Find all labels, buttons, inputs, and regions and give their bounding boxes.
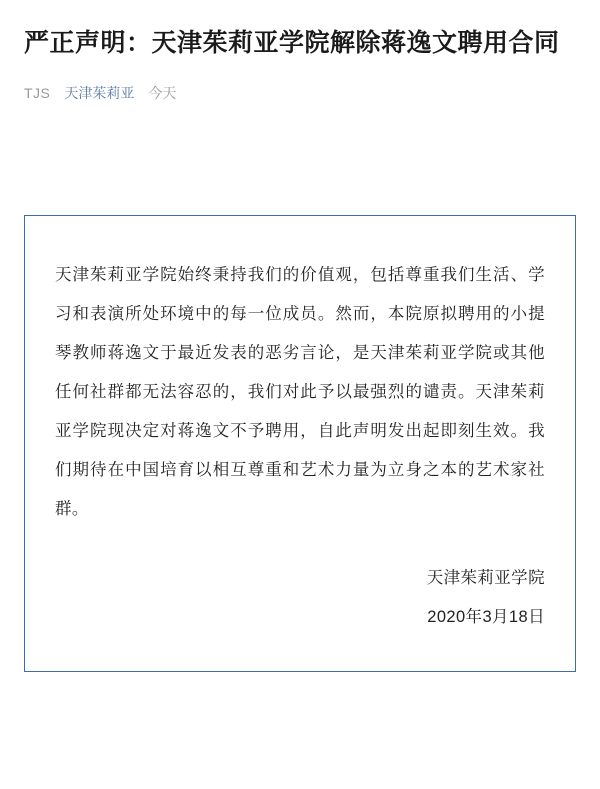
- page-title: 严正声明：天津茱莉亚学院解除蒋逸文聘用合同: [24, 29, 560, 57]
- signature-organization: 天津茱莉亚学院: [426, 569, 545, 587]
- signature-date: 2020年3月18日: [427, 608, 545, 626]
- statement-body-text: 天津茱莉亚学院始终秉持我们的价值观，包括尊重我们生活、学习和表演所处环境中的每一位成员。然而，本院原拟聘用的小提琴教师蒋逸文于最近发表的恶劣言论，是天津茱莉亚学院或其他任何社群都无法容忍的，我们对此予以最强烈的谴责。天津茱莉亚学院现决定对蒋逸文不予聘用，自此声明发出起即刻生效。我们期待在中国培育以相互尊重和艺术力量为立身之本的艺术家社群。: [55, 266, 545, 518]
- article-meta: [24, 83, 576, 103]
- statement-signature: [55, 559, 545, 637]
- content-spacer: [24, 103, 576, 215]
- account-name-link[interactable]: 天津茱莉亚: [64, 85, 135, 101]
- bottom-spacer: [24, 672, 576, 712]
- author-tag: TJS: [24, 85, 51, 101]
- statement-card: [24, 215, 576, 672]
- publish-date: 今天: [148, 85, 177, 101]
